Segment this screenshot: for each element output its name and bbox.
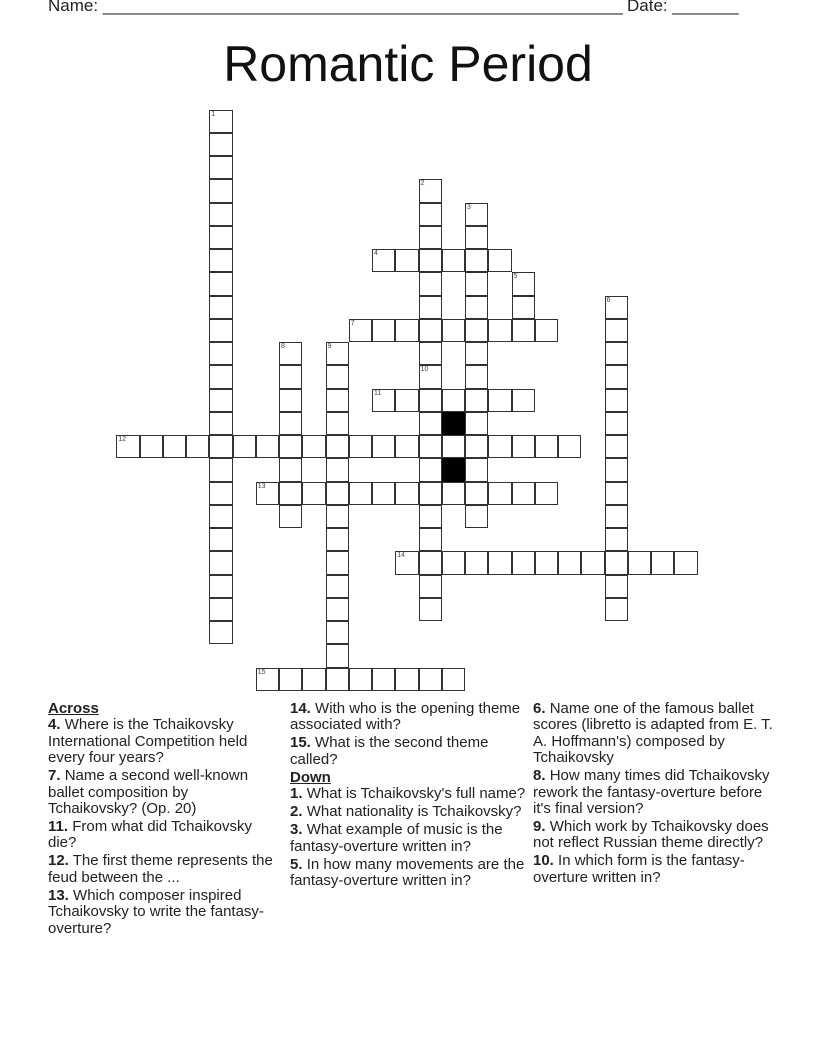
clues-column-3 — [533, 701, 773, 888]
crossword-cell[interactable] — [512, 319, 535, 342]
clue-number-label: 13 — [257, 482, 266, 490]
crossword-cell[interactable] — [605, 575, 628, 598]
crossword-cell[interactable] — [442, 551, 465, 574]
across-heading: Across — [48, 700, 99, 717]
crossword-cell[interactable] — [279, 668, 302, 691]
clue-number: 15. — [290, 734, 311, 752]
crossword-cell[interactable] — [326, 621, 349, 644]
crossword-cell[interactable] — [442, 319, 465, 342]
crossword-cell[interactable] — [326, 458, 349, 481]
crossword-cell[interactable] — [279, 342, 302, 365]
crossword-cell[interactable] — [209, 203, 232, 226]
clue-number-label: 2 — [420, 180, 425, 188]
clue-number-label: 6 — [606, 296, 611, 304]
crossword-cell[interactable] — [233, 435, 256, 458]
crossword-cell[interactable] — [419, 342, 442, 365]
crossword-cell[interactable] — [465, 226, 488, 249]
clue-across-13 — [48, 888, 278, 937]
crossword-cell[interactable] — [442, 435, 465, 458]
clue-number-label: 12 — [118, 436, 127, 443]
clue-number: 8. — [533, 767, 546, 785]
clue-text: What nationality is Tchaikovsky? — [306, 803, 522, 821]
crossword-cell[interactable] — [326, 598, 349, 621]
crossword-block — [442, 412, 465, 435]
crossword-cell[interactable] — [581, 551, 604, 574]
crossword-block — [442, 458, 465, 481]
clue-number: 14. — [290, 700, 311, 717]
crossword-cell[interactable] — [209, 551, 232, 574]
crossword-cell[interactable] — [419, 296, 442, 319]
clue-across-7 — [48, 768, 278, 817]
crossword-cell[interactable] — [605, 598, 628, 621]
clue-down-10 — [533, 853, 773, 886]
crossword-cell[interactable] — [535, 551, 558, 574]
clue-number: 4. — [48, 716, 61, 734]
crossword-cell[interactable] — [209, 621, 232, 644]
crossword-cell[interactable] — [209, 296, 232, 319]
clue-down-2 — [290, 804, 530, 820]
clue-number: 12. — [48, 852, 69, 870]
crossword-cell[interactable] — [442, 482, 465, 505]
clue-across-11 — [48, 819, 278, 852]
crossword-cell[interactable] — [372, 435, 395, 458]
clue-number-label: 14 — [397, 552, 406, 560]
clue-down-8 — [533, 768, 773, 817]
crossword-cell[interactable] — [349, 435, 372, 458]
crossword-cell[interactable] — [302, 435, 325, 458]
crossword-cell[interactable] — [605, 412, 628, 435]
crossword-cell[interactable] — [419, 412, 442, 435]
crossword-cell[interactable] — [442, 668, 465, 691]
crossword-cell[interactable] — [419, 598, 442, 621]
crossword-cell[interactable] — [209, 458, 232, 481]
crossword-cell[interactable] — [209, 389, 232, 412]
crossword-cell[interactable] — [326, 365, 349, 388]
crossword-cell[interactable] — [535, 435, 558, 458]
crossword-cell[interactable] — [372, 319, 395, 342]
clue-number-label: 5 — [513, 273, 518, 281]
crossword-cell[interactable] — [512, 435, 535, 458]
crossword-cell[interactable] — [512, 272, 535, 295]
crossword-cell[interactable] — [209, 598, 232, 621]
crossword-cell[interactable] — [140, 435, 163, 458]
crossword-cell[interactable] — [605, 342, 628, 365]
crossword-cell[interactable] — [419, 575, 442, 598]
crossword-cell[interactable] — [209, 435, 232, 458]
crossword-cell[interactable] — [163, 435, 186, 458]
crossword-cell[interactable] — [465, 412, 488, 435]
crossword-cell[interactable] — [279, 482, 302, 505]
crossword-cell[interactable] — [535, 319, 558, 342]
clue-down-1 — [290, 786, 530, 802]
crossword-cell[interactable] — [302, 668, 325, 691]
crossword-cell[interactable] — [326, 644, 349, 667]
crossword-cell[interactable] — [326, 575, 349, 598]
crossword-cell[interactable] — [209, 110, 232, 133]
crossword-cell[interactable] — [209, 575, 232, 598]
crossword-cell[interactable] — [279, 365, 302, 388]
crossword-cell[interactable] — [465, 458, 488, 481]
crossword-cell[interactable] — [512, 482, 535, 505]
crossword-cell[interactable] — [419, 319, 442, 342]
crossword-cell[interactable] — [419, 505, 442, 528]
crossword-cell[interactable] — [419, 668, 442, 691]
clue-text: Which work by Tchaikovsky does not reflect Russian theme directly? — [533, 818, 769, 852]
clue-down-3 — [290, 822, 530, 855]
crossword-cell[interactable] — [465, 435, 488, 458]
clue-text: In how many movements are the fantasy-overture written in? — [290, 855, 525, 890]
clue-number: 13. — [48, 886, 69, 904]
page-title: Romantic Period — [223, 36, 593, 92]
clue-number-label: 11 — [374, 389, 382, 397]
crossword-cell[interactable] — [419, 249, 442, 272]
clue-number-label: 15 — [257, 668, 266, 676]
clues-column-1 — [48, 701, 278, 939]
crossword-cell[interactable] — [395, 551, 418, 574]
crossword-cell[interactable] — [419, 226, 442, 249]
crossword-cell[interactable] — [465, 203, 488, 226]
clue-number: 2. — [290, 803, 303, 821]
crossword-cell[interactable] — [256, 668, 279, 691]
crossword-cell[interactable] — [256, 482, 279, 505]
clue-number: 5. — [290, 855, 303, 873]
clue-number: 7. — [48, 767, 61, 785]
clue-number-label: 7 — [350, 319, 355, 327]
crossword-cell[interactable] — [512, 389, 535, 412]
crossword-cell[interactable] — [349, 482, 372, 505]
clue-number-label: 1 — [211, 110, 216, 118]
clue-text: Where is the Tchaikovsky International Competition held every four years? — [48, 716, 248, 767]
crossword-cell[interactable] — [558, 551, 581, 574]
clue-text: What is Tchaikovsky's full name? — [306, 785, 526, 803]
crossword-cell[interactable] — [465, 389, 488, 412]
crossword-cell[interactable] — [605, 389, 628, 412]
crossword-cell[interactable] — [209, 482, 232, 505]
crossword-cell[interactable] — [302, 482, 325, 505]
crossword-cell[interactable] — [605, 528, 628, 551]
date-field[interactable]: Date: _______ — [627, 0, 739, 15]
crossword-cell[interactable] — [279, 505, 302, 528]
crossword-cell[interactable] — [256, 435, 279, 458]
crossword-cell[interactable] — [209, 226, 232, 249]
crossword-cell[interactable] — [326, 528, 349, 551]
clue-number: 3. — [290, 821, 303, 839]
crossword-cell[interactable] — [209, 179, 232, 202]
crossword-cell[interactable] — [279, 458, 302, 481]
clue-text: Name one of the famous ballet scores (libretto is adapted from E. T. A. Hoffmann's) composed by Tchaikovsky — [533, 700, 773, 767]
crossword-cell[interactable] — [558, 435, 581, 458]
crossword-cell[interactable] — [209, 249, 232, 272]
crossword-cell[interactable] — [465, 482, 488, 505]
crossword-cell[interactable] — [465, 249, 488, 272]
crossword-cell[interactable] — [488, 551, 511, 574]
crossword-cell[interactable] — [465, 505, 488, 528]
crossword-cell[interactable] — [326, 482, 349, 505]
crossword-cell[interactable] — [395, 668, 418, 691]
crossword-cell[interactable] — [488, 482, 511, 505]
crossword-cell[interactable] — [209, 528, 232, 551]
crossword-cell[interactable] — [419, 272, 442, 295]
clue-down-5 — [290, 857, 530, 890]
crossword-cell[interactable] — [395, 389, 418, 412]
crossword-cell[interactable] — [674, 551, 697, 574]
crossword-cell[interactable] — [488, 435, 511, 458]
crossword-cell[interactable] — [605, 551, 628, 574]
crossword-cell[interactable] — [605, 482, 628, 505]
crossword-cell[interactable] — [209, 272, 232, 295]
crossword-cell[interactable] — [419, 482, 442, 505]
clues-column-2 — [290, 701, 530, 891]
crossword-cell[interactable] — [535, 482, 558, 505]
crossword-cell[interactable] — [419, 203, 442, 226]
down-heading: Down — [290, 768, 331, 786]
crossword-cell[interactable] — [465, 342, 488, 365]
clue-number: 11. — [48, 818, 69, 836]
clue-text: Which composer inspired Tchaikovsky to write the fantasy-overture? — [48, 886, 264, 937]
crossword-cell[interactable] — [605, 458, 628, 481]
crossword-cell[interactable] — [279, 389, 302, 412]
crossword-cell[interactable] — [326, 342, 349, 365]
clue-across-4 — [48, 717, 278, 766]
crossword-cell[interactable] — [326, 551, 349, 574]
crossword-cell[interactable] — [395, 435, 418, 458]
clue-text: What example of music is the fantasy-overture written in? — [290, 821, 503, 855]
crossword-cell[interactable] — [372, 389, 395, 412]
clue-number-label: 10 — [420, 366, 429, 374]
crossword-cell[interactable] — [372, 482, 395, 505]
crossword-cell[interactable] — [465, 319, 488, 342]
crossword-cell[interactable] — [651, 551, 674, 574]
crossword-cell[interactable] — [279, 412, 302, 435]
crossword-cell[interactable] — [465, 365, 488, 388]
crossword-cell[interactable] — [465, 272, 488, 295]
crossword-cell[interactable] — [326, 435, 349, 458]
crossword-cell[interactable] — [605, 296, 628, 319]
crossword-cell[interactable] — [512, 296, 535, 319]
crossword-cell[interactable] — [326, 389, 349, 412]
crossword-cell[interactable] — [395, 249, 418, 272]
crossword-cell[interactable] — [419, 435, 442, 458]
clue-down-6 — [533, 701, 773, 767]
crossword-cell[interactable] — [209, 412, 232, 435]
clue-number-label: 4 — [374, 250, 378, 257]
crossword-cell[interactable] — [186, 435, 209, 458]
clue-number-label: 3 — [467, 203, 471, 211]
clue-number: 9. — [533, 818, 546, 836]
crossword-cell[interactable] — [116, 435, 139, 458]
clue-down-9 — [533, 819, 773, 852]
crossword-cell[interactable] — [209, 505, 232, 528]
crossword-cell[interactable] — [326, 668, 349, 691]
crossword-cell[interactable] — [512, 551, 535, 574]
crossword-cell[interactable] — [326, 412, 349, 435]
crossword-cell[interactable] — [419, 389, 442, 412]
crossword-cell[interactable] — [419, 179, 442, 202]
clue-number: 10. — [533, 852, 554, 870]
crossword-cell[interactable] — [326, 505, 349, 528]
crossword-cell[interactable] — [209, 365, 232, 388]
crossword-cell[interactable] — [442, 389, 465, 412]
crossword-cell[interactable] — [209, 133, 232, 156]
crossword-cell[interactable] — [605, 505, 628, 528]
clue-number: 1. — [290, 785, 303, 803]
crossword-cell[interactable] — [395, 319, 418, 342]
clue-text: The first theme represents the feud between the ... — [48, 852, 273, 886]
crossword-cell[interactable] — [419, 528, 442, 551]
clue-text: Name a second well-known ballet composition by Tchaikovsky? (Op. 20) — [48, 767, 249, 818]
crossword-cell[interactable] — [209, 156, 232, 179]
crossword-cell[interactable] — [349, 319, 372, 342]
crossword-cell[interactable] — [442, 249, 465, 272]
crossword-cell[interactable] — [349, 668, 372, 691]
clue-text: How many times did Tchaikovsky rework the fantasy-overture before it's final version? — [533, 767, 770, 818]
crossword-cell[interactable] — [605, 319, 628, 342]
crossword-cell[interactable] — [419, 458, 442, 481]
crossword-cell[interactable] — [209, 342, 232, 365]
crossword-cell[interactable] — [488, 389, 511, 412]
crossword-cell[interactable] — [465, 551, 488, 574]
crossword-cell[interactable] — [465, 296, 488, 319]
clue-across-12 — [48, 853, 278, 886]
crossword-cell[interactable] — [605, 435, 628, 458]
name-field[interactable]: Name: _______________________________________________________ — [48, 0, 623, 15]
crossword-cell[interactable] — [488, 319, 511, 342]
clue-number: 6. — [533, 700, 546, 717]
clue-across-14 — [290, 701, 530, 734]
crossword-cell[interactable] — [372, 249, 395, 272]
clue-across-15 — [290, 735, 530, 768]
crossword-cell[interactable] — [372, 668, 395, 691]
crossword-cell[interactable] — [279, 435, 302, 458]
clue-text: In which form is the fantasy-overture written in? — [533, 852, 745, 886]
clue-number-label: 8 — [281, 343, 285, 350]
crossword-cell[interactable] — [605, 365, 628, 388]
crossword-cell[interactable] — [209, 319, 232, 342]
crossword-cell[interactable] — [488, 249, 511, 272]
crossword-cell[interactable] — [395, 482, 418, 505]
crossword-cell[interactable] — [419, 365, 442, 388]
crossword-cell[interactable] — [628, 551, 651, 574]
clue-text: With who is the opening theme associated with? — [290, 700, 521, 734]
clue-number-label: 9 — [327, 343, 332, 350]
clue-text: What is the second theme called? — [290, 734, 489, 768]
clue-text: From what did Tchaikovsky die? — [48, 818, 252, 852]
crossword-cell[interactable] — [419, 551, 442, 574]
